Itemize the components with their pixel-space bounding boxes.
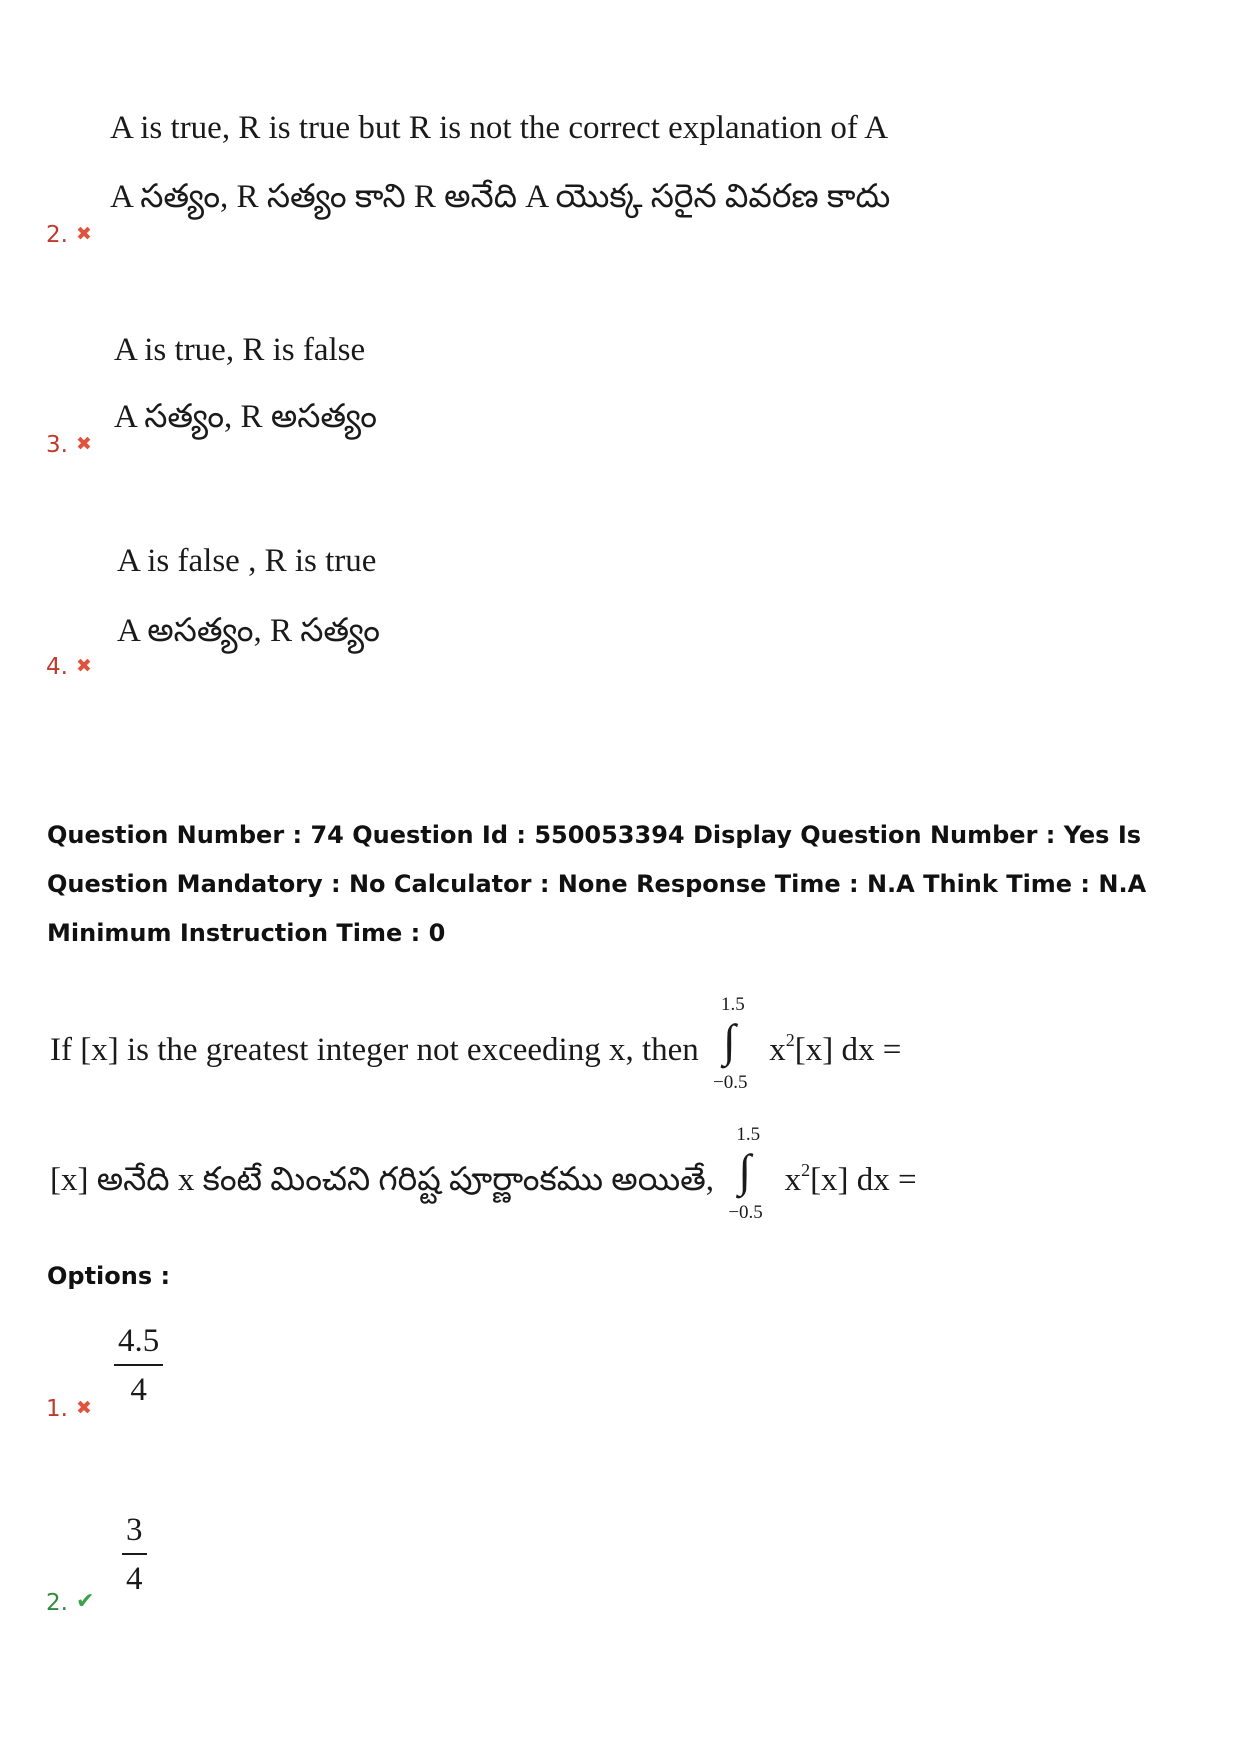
prev-option-3-number: 3. ✖ — [46, 432, 92, 458]
option-1-fraction — [114, 1323, 163, 1409]
prev-option-2-telugu: A సత్యం, R సత్యం కాని R అనేది A యొక్క సరైన వివరణ కాదు — [110, 179, 891, 215]
integral-sign: 1.5 ∫ −0.5 — [713, 994, 748, 1094]
prev-option-4-english: A is false , R is true — [117, 543, 377, 579]
question-text-telugu — [50, 1124, 917, 1224]
option-1-number: 1. ✖ — [46, 1396, 92, 1422]
prev-option-2-number: 2. ✖ — [46, 222, 92, 248]
integral-lower-limit: −0.5 — [728, 1202, 763, 1224]
option-2-denominator: 4 — [126, 1561, 143, 1597]
options-label: Options : — [47, 1262, 171, 1290]
prev-option-2-english: A is true, R is true but R is not the correct explanation of A — [110, 110, 889, 146]
cross-icon: ✖ — [75, 655, 92, 677]
cross-icon: ✖ — [75, 433, 92, 455]
check-icon: ✔ — [75, 1589, 95, 1614]
integral-lower-limit: −0.5 — [713, 1072, 748, 1094]
prev-option-4-number: 4. ✖ — [46, 654, 92, 680]
prev-option-4-telugu: A అసత్యం, R సత్యం — [117, 613, 381, 649]
integral-sign: 1.5 ∫ −0.5 — [728, 1124, 763, 1224]
cross-icon: ✖ — [75, 223, 92, 245]
prev-option-3-telugu: A సత్యం, R అసత్యం — [114, 399, 378, 435]
question-prefix-telugu: [x] అనేది x కంటే మించని గరిష్ట పూర్ణాంకము అయితే, — [50, 1162, 715, 1198]
option-2-fraction — [122, 1512, 147, 1598]
option-2-numerator: 3 — [126, 1512, 143, 1548]
integrand: $x^2[x]$ dx = — [784, 1160, 917, 1198]
option-1-numerator: 4.5 — [118, 1323, 160, 1359]
integrand: $x^2[x]$ dx = — [769, 1030, 902, 1068]
question-meta: Question Number : 74 Question Id : 550053394 Display Question Number : Yes Is Question Mandatory : No Calculator : None Response Time : N.A Think Time : N.A Minimum Instruction Time : 0 — [47, 821, 1147, 947]
question-prefix-english: If [x] is the greatest integer not exceeding x, then — [50, 1032, 699, 1068]
prev-option-3-english: A is true, R is false — [114, 332, 366, 368]
question-text-english — [50, 994, 902, 1094]
option-2-number: 2. ✔ — [46, 1589, 95, 1616]
cross-icon: ✖ — [75, 1397, 92, 1419]
integral-upper-limit: 1.5 — [721, 994, 745, 1016]
integral-upper-limit: 1.5 — [736, 1124, 761, 1146]
option-1-denominator: 4 — [130, 1372, 147, 1408]
